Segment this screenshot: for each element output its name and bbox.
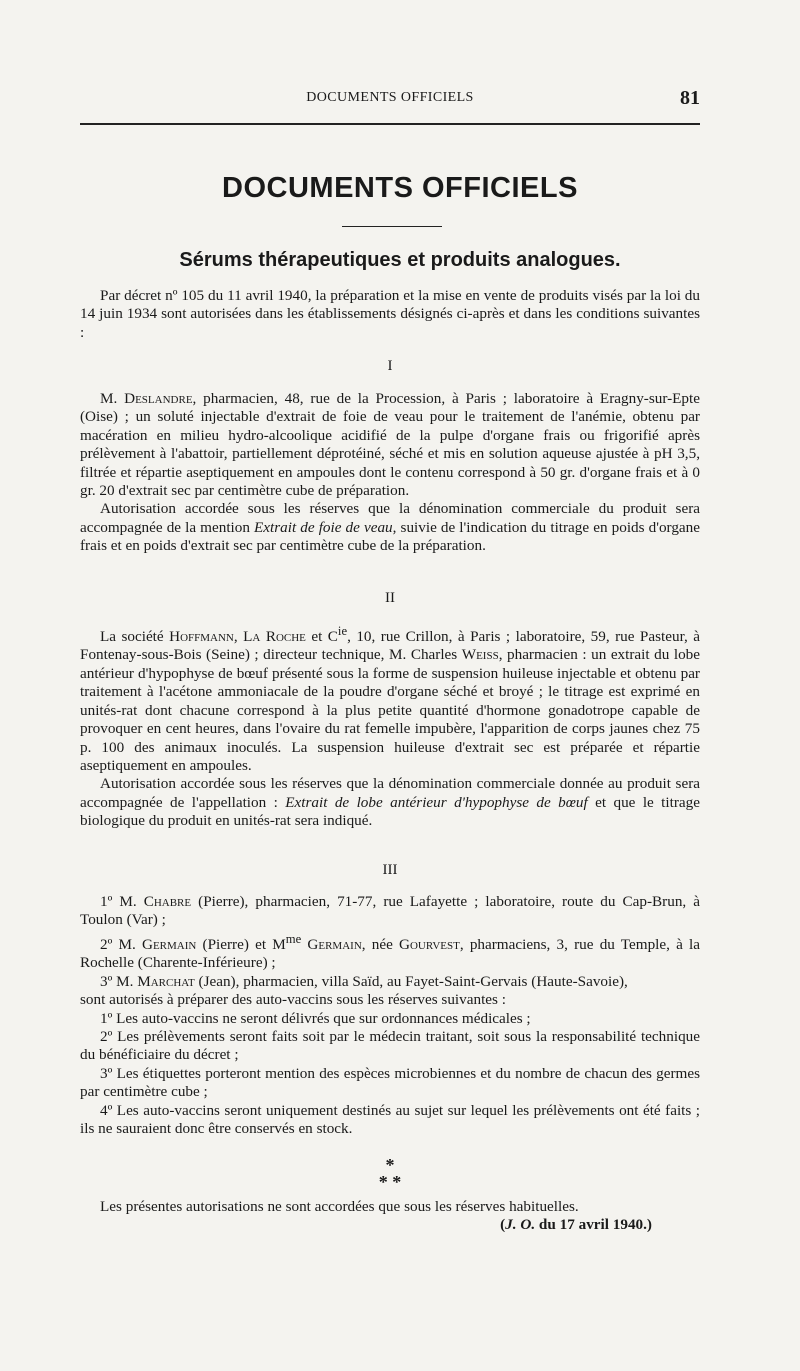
header-rule <box>80 123 700 125</box>
condition-item: 2º Les prélèvements seront faits soit par le médecin traitant, soit sous la responsabilité technique du bénéficiaire du décret ; <box>80 1027 700 1064</box>
list-item: 1º M. Chabre (Pierre), pharmacien, 71-77, rue Lafayette ; laboratoire, route du Cap-Brun, à Toulon (Var) ; <box>80 893 700 929</box>
journal-abbrev: J. O. <box>505 1216 536 1233</box>
intro-text: Par décret nº 105 du 11 avril 1940, la préparation et la mise en vente de produits visés par la loi du 14 juin 1934 sont autorisées dans les établissements désignés ci-après et dans les conditions suivantes : <box>80 287 700 341</box>
part-1-paragraph-1: M. Deslandre, pharmacien, 48, rue de la Procession, à Paris ; laboratoire à Eragny-sur-Epte (Oise) ; un soluté injectable d'extrait de foie de veau pour le traitement de l'anémie, obtenu par macération en milieu hydro-alcoolique acidifié de la pulpe d'organe frais ou frigorifié après prélèvement à l'abattoir, partiellement déprotéiné, séché et mis en solution aqueuse ajustée à pH 3,5, filtrée et répartie aseptiquement en ampoules dont le contenu correspond à 50 gr. d'organe frais et à 0 gr. 20 d'extrait sec par centimètre cube de préparation. <box>80 390 700 500</box>
product-name: Extrait de lobe antérieur d'hypophyse de bœuf <box>285 793 588 811</box>
company-name: Hoffmann <box>169 628 234 646</box>
part-1-paragraph-2: Autorisation accordée sous les réserves que la dénomination commerciale du produit sera accompagnée de la mention Extrait de foie de veau, suivie de l'indication du titrage en poids d'organe frais et en poids d'extrait sec par centimètre cube de la préparation. <box>80 500 700 555</box>
list-item: 3º M. Marchat (Jean), pharmacien, villa Saïd, au Fayet-Saint-Gervais (Haute-Savoie), <box>100 972 628 990</box>
source-citation: (J. O. du 17 avril 1940.) <box>500 1216 652 1233</box>
section-numeral-3: III <box>382 862 398 878</box>
part-3 <box>80 893 700 1138</box>
part-1 <box>80 390 700 556</box>
section-numeral-2: II <box>385 590 395 606</box>
closing-sentence: Les présentes autorisations ne sont accordées que sous les réserves habituelles. <box>100 1198 579 1215</box>
part-2-paragraph-2: Autorisation accordée sous les réserves que la dénomination commerciale donnée au produit sera accompagnée de l'appellation : Extrait de lobe antérieur d'hypophyse de bœuf et que le titrage biologique du produit en unités-rat sera indiqué. <box>80 775 700 830</box>
company-name-2: La Roche <box>243 628 306 646</box>
person-name: Deslandre <box>124 390 193 407</box>
list-item: 2º M. Germain (Pierre) et $M^{me}$ Germain, née Gourvest, pharmaciens, 3, rue du Temple, à la Rochelle (Charente-Inférieure) ; <box>80 931 700 972</box>
condition-item: 1º Les auto-vaccins ne seront délivrés que sur ordonnances médicales ; <box>100 1009 531 1027</box>
section-numeral-1: I <box>387 358 393 374</box>
title-rule <box>342 226 442 227</box>
asterism-top: * <box>385 1155 395 1175</box>
page-title: DOCUMENTS OFFICIELS <box>222 172 578 204</box>
condition-item: 3º Les étiquettes porteront mention des espèces microbiennes et du nombre de chacun des germes par centimètre cube ; <box>80 1064 700 1101</box>
part-2 <box>80 622 700 831</box>
page-number: 81 <box>680 87 700 109</box>
intro-paragraph <box>80 287 700 342</box>
person-name: Weiss <box>461 646 499 664</box>
lead-sentence: sont autorisés à préparer des auto-vaccins sous les réserves suivantes : <box>80 991 506 1009</box>
running-title: DOCUMENTS OFFICIELS <box>306 90 474 105</box>
section-title: Sérums thérapeutiques et produits analogues. <box>179 249 621 271</box>
part-2-paragraph-1: La société Hoffmann, La Roche et $C^{ie}$, 10, rue Crillon, à Paris ; laboratoire, 59, rue Pasteur, à Fontenay-sous-Bois (Seine) ; directeur technique, M. Charles Weiss, pharmacien : un extrait du lobe antérieur d'hypophyse de bœuf présenté sous la forme de suspension huileuse injectable et obtenu par traitement à l'acétone ammoniacale de la poudre d'organe séché et broyé ; le titrage est exprimé en unités-rat dont chacune correspond à la plus petite quantité d'hormone gonadotrope capable de provoquer en cent heures, dans l'ovaire du rat femelle impubère, l'apparition de corps jaunes chez 75 p. 100 des animaux inoculés. La suspension huileuse d'extrait sec est préparée et répartie aseptiquement en ampoules. <box>80 624 701 774</box>
running-head <box>80 87 700 112</box>
condition-item: 4º Les auto-vaccins seront uniquement destinés au sujet sur lequel les prélèvements ont été faits ; ils ne sauraient donc être conservés en stock. <box>80 1101 700 1137</box>
product-name: Extrait de foie de veau <box>254 518 393 536</box>
asterism-bottom: * * <box>378 1172 402 1192</box>
